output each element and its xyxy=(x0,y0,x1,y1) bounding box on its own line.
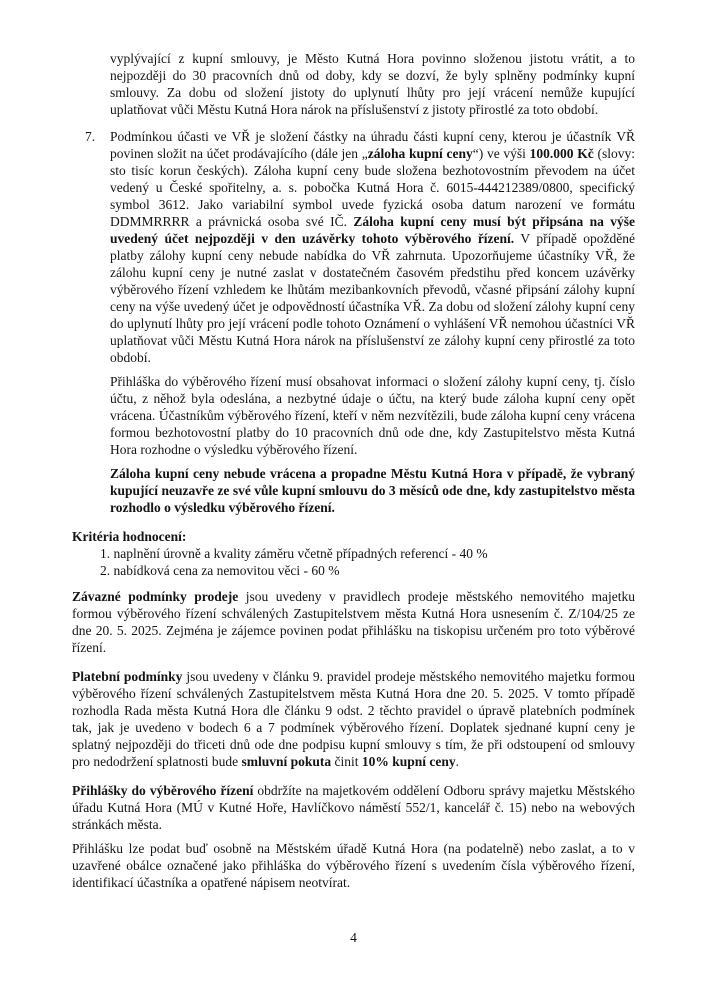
paragraph-zaloha-propadnuti: Záloha kupní ceny nebude vrácena a propadne Městu Kutná Hora v případě, že vybraný kupující neuzavře ze své vůle kupní smlouvu do 3 měsíců ode dne, kdy zastupitelstvo města rozhodlo o výsledku výběrového řízení. xyxy=(110,466,635,515)
list-item-7-text: Podmínkou účasti ve VŘ je složení částky na úhradu části kupní ceny, kterou je účastník VŘ povinen složit na účet prodávajícího (dále jen „záloha kupní ceny“) ve výši 100.000 Kč (slovy: sto tisíc korun českých). Záloha kupní ceny bude složena bezhotovostním převodem na účet vedený u České spořitelny, a. s. pobočka Kutná Hora č. 6015-444212389/0800, specifický symbol 3612. Jako variabilní symbol uvede fyzická osoba datum narození ve formátu DDMMRRRR a právnická osoba své IČ. Záloha kupní ceny musí být připsána na výše uvedený účet nejpozději v den uzávěrky tohoto výběrového řízení. V případě opožděné platby zálohy kupní ceny nebude nabídka do VŘ zahrnuta. Upozorňujeme účastníky VŘ, že zálohu kupní ceny je nutné zaslat v dostatečném časovém předstihu před koncem uzávěrky výběrového řízení vzhledem ke lhůtám mezibankovních převodů, včasné připsání zálohy kupní ceny na výše uvedený účet je odpovědností účastníka VŘ. Za dobu od složení zálohy kupní ceny do uplynutí lhůty pro její vrácení podle tohoto Oznámení o vyhlášení VŘ nemohou účastníci VŘ uplatňovat vůči Městu Kutná Hora nárok na příslušenství ze zálohy kupní ceny přirostlé za toto období. xyxy=(110,129,635,365)
paragraph-platebni-podminky: Platební podmínky jsou uvedeny v článku 9. pravidel prodeje městského nemovitého majetku formou výběrového řízení schválených Zastupitelstvem města Kutná Hora dne 20. 5. 2025. V tomto případě rozhodla Rada města Kutná Hora dle článku 9 odst. 2 těchto pravidel o úpravě platebních podmínek tak, jak je uvedeno v bodech 6 a 7 podmínek výběrového řízení. Doplatek sjednané kupní ceny je splatný nejpozději do třiceti dnů ode dne podpisu kupní smlouvy s tím, že při odstoupení od smlouvy pro nedodržení splatnosti bude smluvní pokuta činit 10% kupní ceny. xyxy=(72,669,635,769)
paragraph-zavazne-podminky: Závazné podmínky prodeje jsou uvedeny v pravidlech prodeje městského nemovitého majetku formou výběrového řízení schválených Zastupitelstvem města Kutná Hora usnesením č. Z/104/25 ze dne 20. 5. 2025. Zejména je zájemce povinen podat přihlášku na tiskopisu určeném pro toto výběrové řízení. xyxy=(72,589,635,655)
paragraph-prihlaska-zaloha-info: Přihláška do výběrového řízení musí obsahovat informaci o složení zálohy kupní ceny, tj. číslo účtu, z něhož byla odeslána, a nezbytné údaje o účtu, na který bude záloha kupní ceny opět vrácena. Účastníkům výběrového řízení, kteří v něm nezvítězili, bude záloha kupní ceny vrácena formou bezhotovostní platby do 10 pracovních dnů ode dne, kdy Zastupitelstvo města Kutná Hora rozhodne o výsledku výběrového řízení. xyxy=(110,374,635,457)
list-item-7 xyxy=(72,128,635,366)
paragraph-prihlaska-podani: Přihlášku lze podat buď osobně na Městském úřadě Kutná Hora (na podatelně) nebo zaslat, a to v uzavřené obálce označené jako přihláška do výběrového řízení s uvedením čísla výběrového řízení, identifikací účastníka a opatřené nápisem neotvírat. xyxy=(72,841,635,890)
criteria-heading: Kritéria hodnocení: xyxy=(72,529,187,544)
page-number: 4 xyxy=(350,930,357,945)
list-item-7-number: 7. xyxy=(85,129,96,144)
paragraph-jistota-vraceni: vyplývající z kupní smlouvy, je Město Kutná Hora povinno složenou jistotu vrátit, a to nejpozději do 30 pracovních dnů od doby, kdy se dozví, že byly splněny podmínky kupní smlouvy. Za dobu od složení jistoty do uplynutí lhůty pro její vrácení nemůže kupující uplatňovat vůči Městu Kutná Hora nárok na příslušenství z jistoty přirostlé za toto období. xyxy=(110,51,635,117)
document-content xyxy=(72,50,635,891)
criteria-item-2: 2. nabídková cena za nemovitou věci - 60 % xyxy=(100,563,340,578)
criteria-list xyxy=(72,545,635,579)
paragraph-prihlasky-ziskani: Přihlášky do výběrového řízení obdržíte na majetkovém oddělení Odboru správy majetku Městského úřadu Kutná Hora (MÚ v Kutné Hoře, Havlíčkovo náměstí 552/1, kancelář č. 15) nebo na webových stránkách města. xyxy=(72,783,635,832)
criteria-item-1: 1. naplnění úrovně a kvality záměru včetně případných referencí - 40 % xyxy=(100,546,488,561)
